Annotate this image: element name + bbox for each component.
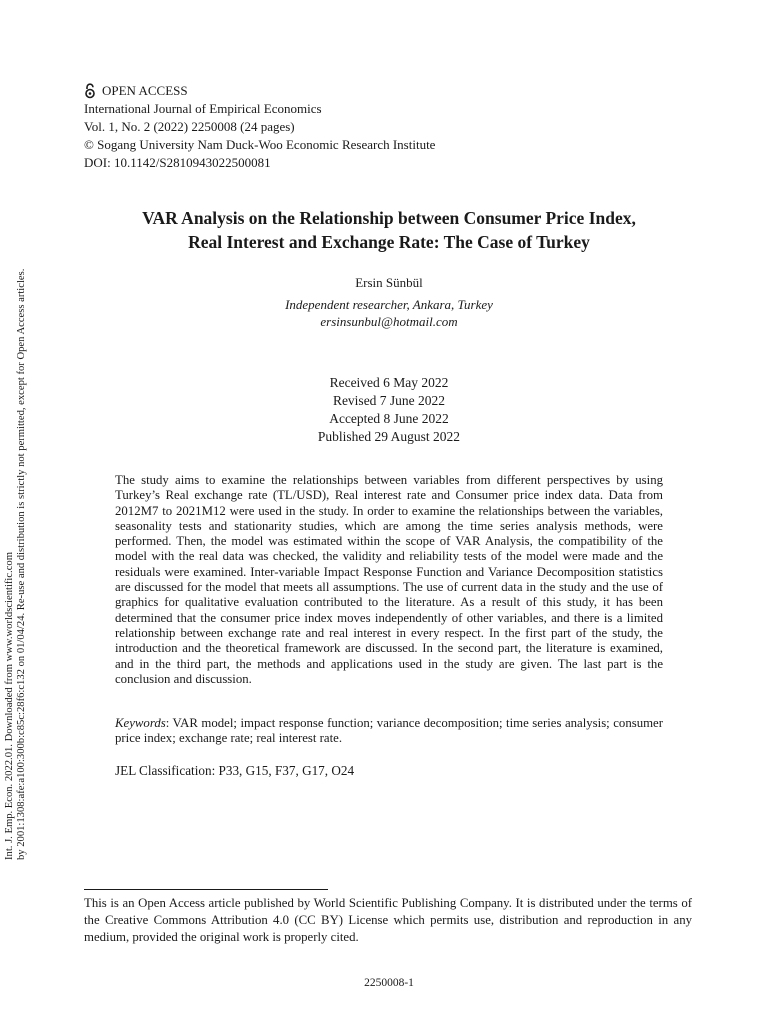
download-side-note [2, 172, 27, 862]
accepted-date: Accepted 8 June 2022 [329, 411, 449, 426]
side-note-line-1: Int. J. Emp. Econ. 2022.01. Downloaded from www.worldscientific.com [4, 552, 15, 860]
title-line-1: VAR Analysis on the Relationship between Consumer Price Index, [142, 208, 636, 228]
license-footnote: This is an Open Access article published by World Scientific Publishing Company. It is distributed under the terms of the Creative Commons Attribution 4.0 (CC BY) License which permits use, distribution and reproduction in any medium, provided the original work is properly cited. [84, 896, 692, 944]
title-line-2: Real Interest and Exchange Rate: The Case of Turkey [188, 232, 590, 252]
journal-header [84, 82, 704, 172]
publication-dates [84, 374, 694, 446]
author-name: Ersin Sünbül [355, 275, 423, 290]
journal-name: International Journal of Empirical Economics [84, 101, 322, 116]
revised-date: Revised 7 June 2022 [332, 393, 446, 408]
keywords-text: : VAR model; impact response function; variance decomposition; time series analysis; consumer price index; exchange rate; real interest rate. [115, 716, 663, 746]
received-date: Received 6 May 2022 [329, 375, 449, 390]
author-affiliation: Independent researcher, Ankara, Turkey [285, 297, 493, 312]
author-affiliation-block [84, 297, 694, 330]
doi-line: DOI: 10.1142/S2810943022500081 [84, 155, 271, 170]
page-number: 2250008-1 [364, 977, 414, 989]
copyright-line: © Sogang University Nam Duck-Woo Economic Research Institute [84, 137, 436, 152]
abstract-text: The study aims to examine the relationships between variables from different perspectives by using Turkey’s Real exchange rate (TL/USD), Real interest rate and Consumer price index data. Data from 2012M7 to 2021M12 were used in the study. In order to examine the relationships between the variables, seasonality tests and stationarity studies, which are among the time series analysis methods, were performed. Then, the model was estimated within the scope of VAR Analysis, the compatibility of the model with the real data was checked, the validity and reliability tests of the model were made and the residuals were examined. Inter-variable Impact Response Function and Variance Decomposition statistics are discussed for the model that meets all assumptions. The use of current data in the study and the use of graphics for qualitative evaluation contributed to the literature. As a result of this study, it has been determined that the consumer price index moves independently of other variables, and there is a limited relationship between exchange rate and real interest in every respect. In the first part of the study, the introduction and the theoretical framework are discussed. In the second part, the literature is examined, and in the third part, the methods and applications used in the study are given. The last part is the conclusion and discussion. [115, 473, 663, 686]
author-email: ersinsunbul@hotmail.com [320, 313, 458, 329]
published-date: Published 29 August 2022 [317, 429, 461, 444]
open-access-label: OPEN ACCESS [102, 83, 188, 98]
footnote-divider [84, 889, 328, 890]
journal-volume: Vol. 1, No. 2 (2022) 2250008 (24 pages) [84, 119, 295, 134]
open-access-row [84, 82, 704, 100]
open-access-icon [84, 83, 96, 99]
jel-classification: JEL Classification: P33, G15, F37, G17, O24 [115, 763, 355, 778]
side-note-line-2: by 2001:1308:afe:a100:300b:c85c:28f6:c132 on 01/04/24. Re-use and distribution is strictly not permitted, except for Open Access articles. [16, 268, 27, 860]
keywords [115, 716, 663, 747]
keywords-label: Keywords [115, 716, 166, 730]
paper-title [84, 206, 694, 254]
